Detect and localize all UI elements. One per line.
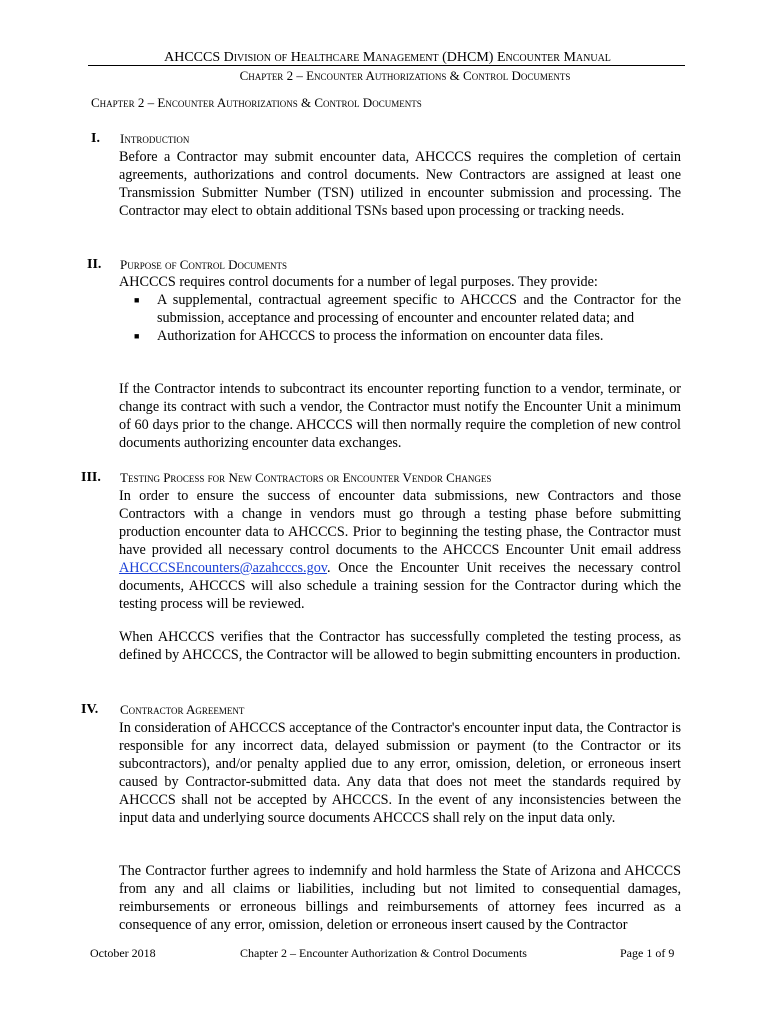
encounter-email-link[interactable]: AHCCCSEncounters@azahcccs.gov [119, 560, 327, 576]
header-divider [88, 65, 685, 66]
section-number: II. [87, 257, 102, 272]
footer-date: October 2018 [90, 946, 156, 960]
list-item [119, 291, 681, 327]
testing-paragraph-2: When AHCCCS verifies that the Contractor has successfully completed the testing process, as defined by AHCCCS, the Contractor will be allowed to begin submitting encounters in production. [119, 629, 681, 663]
section-number: IV. [81, 702, 99, 717]
section-heading-testing: Testing Process for New Contractors or Encounter Vendor Changes [120, 470, 492, 485]
list-item [119, 327, 681, 345]
bullet-text: A supplemental, contractual agreement specific to AHCCCS and the Contractor for the submission, acceptance and processing of encounter and encounter related data; and [157, 292, 681, 326]
chapter-title: Chapter 2 – Encounter Authorizations & Control Documents [91, 95, 422, 110]
section-heading-purpose: Purpose of Control Documents [120, 257, 288, 272]
running-header-title: AHCCCS Division of Healthcare Management (DHCM) Encounter Manual [164, 50, 611, 65]
section-heading-agreement: Contractor Agreement [120, 702, 245, 717]
purpose-intro: AHCCCS requires control documents for a number of legal purposes. They provide: [119, 274, 598, 290]
section-heading-introduction: Introduction [120, 131, 190, 146]
intro-paragraph: Before a Contractor may submit encounter data, AHCCCS requires the completion of certain agreements, authorizations and control documents. New Contractors are assigned at least one Transmission Submitter Number (TSN) utilized in encounter submission and processing. The Contractor may elect to obtain additional TSNs based upon processing or tracking needs. [119, 149, 681, 219]
testing-text-before: In order to ensure the success of encounter data submissions, new Contractors and those Contractors with a change in vendors must go through a testing phase before submitting production encounter data to AHCCCS. Prior to beginning the testing phase, the Contractor must have provided all necessary control documents to the AHCCCS Encounter Unit email address [119, 488, 681, 558]
agreement-paragraph-2: The Contractor further agrees to indemnify and hold harmless the State of Arizona and AHCCCS from any and all claims or liabilities, including but not limited to consequential damages, reimbursements or erroneous billings and reimbursements of attorney fees incurred as a consequence of any error, omission, deletion or erroneous insert caused by the Contractor [119, 863, 681, 933]
bullet-icon: ■ [134, 295, 140, 305]
running-header-chapter: Chapter 2 – Encounter Authorizations & Control Documents [239, 68, 571, 83]
section-number: III. [81, 470, 101, 485]
bullet-text: Authorization for AHCCCS to process the information on encounter data files. [157, 328, 604, 344]
section-number: I. [91, 131, 100, 146]
purpose-bullet-list [119, 291, 681, 345]
footer-chapter: Chapter 2 – Encounter Authorization & Control Documents [240, 946, 527, 960]
bullet-icon: ■ [134, 331, 140, 341]
footer-page-number: Page 1 of 9 [620, 946, 675, 960]
agreement-paragraph-1: In consideration of AHCCCS acceptance of the Contractor's encounter input data, the Contractor is responsible for any incorrect data, delayed submission or payment (to the Contractor or its subcontractors), and/or penalty applied due to any error, omission, deletion, or erroneous insert caused by Contractor-submitted data. Any data that does not meet the standards required by AHCCCS shall not be accepted by AHCCCS. In the event of any inconsistencies between the input data and underlying source documents AHCCCS shall rely on the input data only. [119, 720, 682, 826]
testing-text-after: . Once the Encounter Unit receives the necessary control documents, AHCCCS will also schedule a training session for the Contractor during which the testing process will be reviewed. [119, 560, 681, 612]
purpose-paragraph: If the Contractor intends to subcontract its encounter reporting function to a vendor, terminate, or change its contract with such a vendor, the Contractor must notify the Encounter Unit a minimum of 60 days prior to the change. AHCCCS will then normally require the completion of new control documents authorizing encounter data exchanges. [119, 381, 681, 451]
testing-paragraph-1 [119, 487, 681, 613]
